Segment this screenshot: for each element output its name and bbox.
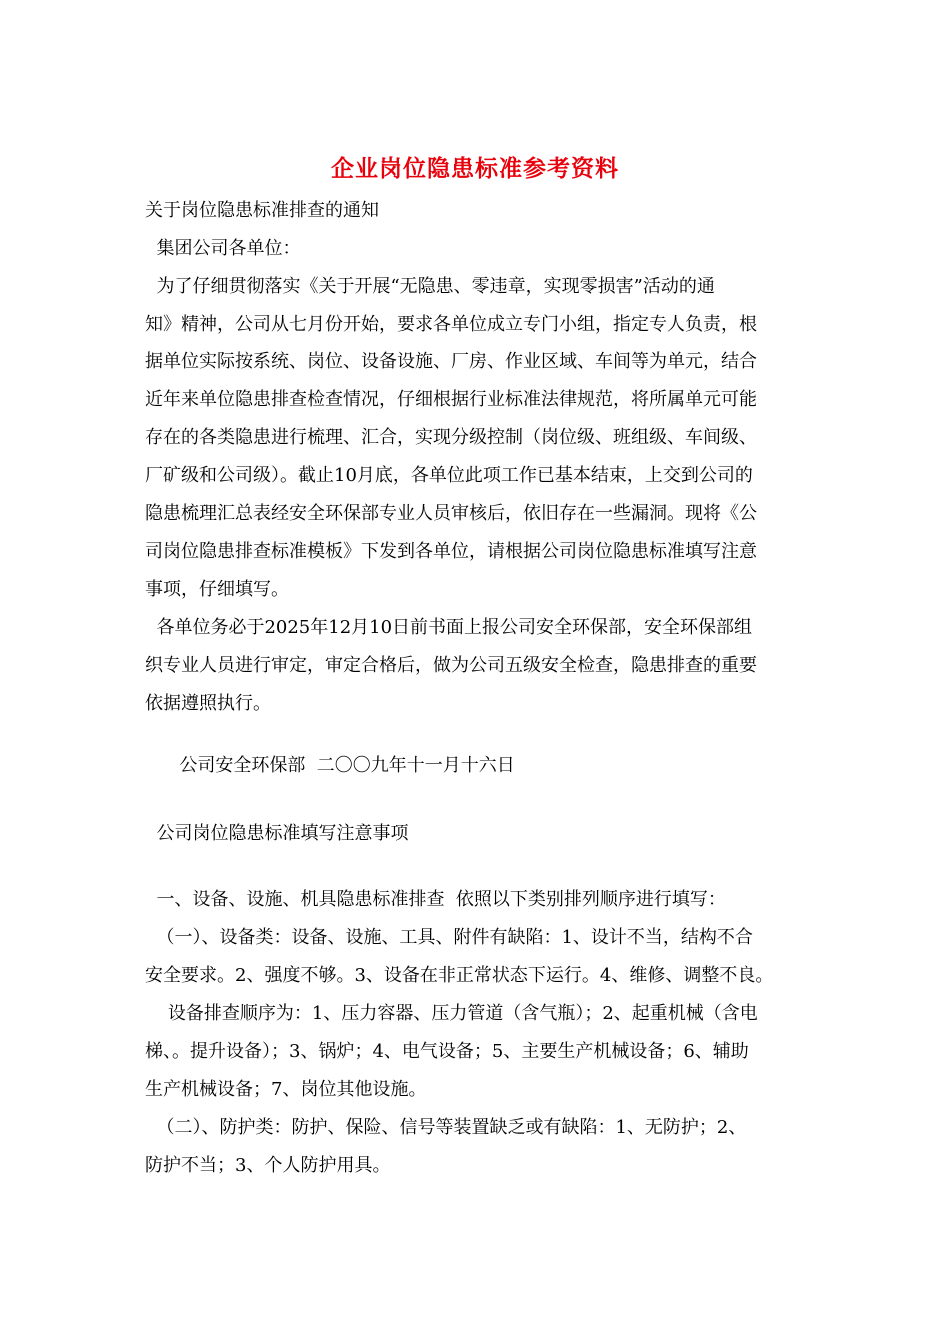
body-line: （一）、设备类：设备、设施、工具、附件有缺陷：1、设计不当，结构不合 — [145, 927, 753, 948]
body-line: 生产机械设备；7、岗位其他设施。 — [145, 1079, 427, 1100]
body-line: 厂矿级和公司级）。截止10月底，各单位此项工作已基本结束，上交到公司的 — [145, 465, 753, 486]
body-line: 依据遵照执行。 — [145, 693, 271, 714]
body-line: （二）、防护类：防护、保险、信号等装置缺乏或有缺陷：1、无防护；2、 — [145, 1117, 747, 1138]
body-line: 安全要求。2、强度不够。3、设备在非正常状态下运行。4、维修、调整不良。 — [145, 965, 774, 986]
body-line: 知》精神，公司从七月份开始，要求各单位成立专门小组，指定专人负责，根 — [145, 314, 757, 335]
body-line: 一、设备、设施、机具隐患标准排查 依照以下类别排列顺序进行填写： — [145, 889, 726, 910]
body-line: 存在的各类隐患进行梳理、汇合，实现分级控制（岗位级、班组级、车间级、 — [145, 427, 757, 448]
body-line: 司岗位隐患排查标准模板》下发到各单位，请根据公司岗位隐患标准填写注意 — [145, 541, 757, 562]
document-title: 企业岗位隐患标准参考资料 — [331, 155, 619, 182]
body-line: 为了仔细贯彻落实《关于开展“无隐患、零违章，实现零损害”活动的通 — [145, 276, 715, 297]
body-line: 隐患梳理汇总表经安全环保部专业人员审核后，依旧存在一些漏洞。现将《公 — [145, 503, 757, 524]
body-line: 防护不当；3、个人防护用具。 — [145, 1155, 391, 1176]
body-line: 设备排查顺序为：1、压力容器、压力管道（含气瓶）；2、起重机械（含电 — [145, 1003, 758, 1024]
body-line: 据单位实际按系统、岗位、设备设施、厂房、作业区域、车间等为单元，结合 — [145, 351, 757, 372]
notice-heading: 关于岗位隐患标准排查的通知 — [145, 200, 379, 221]
body-line: 织专业人员进行审定，审定合格后，做为公司五级安全检查，隐患排查的重要 — [145, 655, 757, 676]
body-line: 近年来单位隐患排查检查情况，仔细根据行业标准法律规范，将所属单元可能 — [145, 389, 757, 410]
body-line: 事项，仔细填写。 — [145, 579, 289, 600]
body-line: 各单位务必于2025年12月10日前书面上报公司安全环保部，安全环保部组 — [145, 617, 753, 638]
section-heading: 公司岗位隐患标准填写注意事项 — [145, 823, 409, 844]
signature-line: 公司安全环保部 二〇〇九年十一月十六日 — [145, 755, 515, 776]
body-line: 梯、。提升设备）；3、锅炉；4、电气设备；5、主要生产机械设备；6、辅助 — [145, 1041, 749, 1062]
salutation: 集团公司各单位： — [145, 238, 301, 259]
